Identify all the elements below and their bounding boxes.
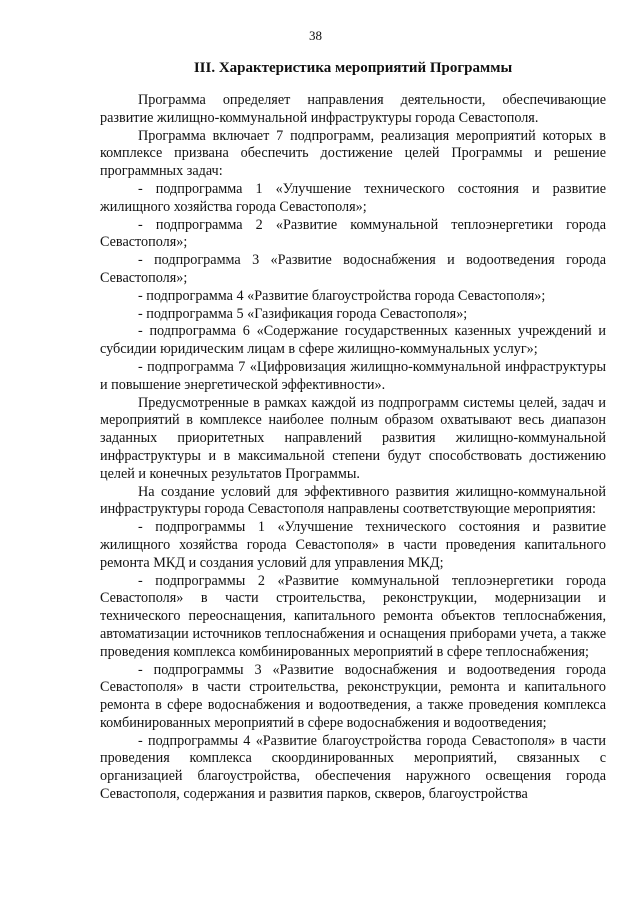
- list-item: - подпрограмма 3 «Развитие водоснабжения и водоотведения города Севастополя»;: [100, 252, 606, 286]
- paragraph: Предусмотренные в рамках каждой из подпрограмм системы целей, задач и мероприятий в комплексе наиболее полным образом охватывают весь диапазон заданных приоритетных направлений развития жилищно-коммунальной инфраструктуры и в максимальной степени будут способствовать достижению целей и конечных результатов Программы.: [100, 394, 606, 482]
- list-item: - подпрограммы 1 «Улучшение технического состояния и развитие жилищного хозяйства города Севастополя» в части проведения капитального ремонта МКД и создания условий для управления МКД;: [100, 519, 606, 571]
- list-item: - подпрограмма 6 «Содержание государственных казенных учреждений и субсидии юридическим лицам в сфере жилищно-коммунальных услуг»;: [100, 323, 606, 358]
- list-item: - подпрограмма 4 «Развитие благоустройства города Севастополя»;: [138, 287, 546, 304]
- paragraph: На создание условий для эффективного развития жилищно-коммунальной инфраструктуры города Севастополя направлены соответствующие мероприятия:: [100, 483, 606, 518]
- document-body: [100, 92, 606, 804]
- list-item: - подпрограммы 4 «Развитие благоустройства города Севастополя» в части проведения комплекса скоординированных мероприятий, связанных с организацией благоустройства, обеспечения наружного освещения города Севастополя, содержания и развития парков, скверов, благоустройства: [100, 732, 606, 803]
- page-number: 38: [309, 28, 322, 43]
- list-item: - подпрограмма 7 «Цифровизация жилищно-коммунальной инфраструктуры и повышение энергетической эффективности».: [100, 358, 606, 393]
- list-item: - подпрограмма 1 «Улучшение технического состояния и развитие жилищного хозяйства города Севастополя»;: [100, 180, 606, 215]
- section-title: III. Характеристика мероприятий Программы: [193, 60, 513, 76]
- list-item: - подпрограмма 5 «Газификация города Севастополя»;: [138, 305, 468, 322]
- list-item: - подпрограмма 2 «Развитие коммунальной теплоэнергетики города Севастополя»;: [100, 216, 606, 251]
- list-item: - подпрограммы 2 «Развитие коммунальной теплоэнергетики города Севастополя» в части строительства, реконструкции, модернизации и технического переоснащения, капитального ремонта объектов теплоснабжения, автоматизации источников теплоснабжения и оснащения приборами учета, а также проведения комплекса комбинированных мероприятий в сфере теплоснабжения;: [100, 572, 606, 660]
- paragraph: Программа определяет направления деятельности, обеспечивающие развитие жилищно-коммунальной инфраструктуры города Севастополя.: [100, 92, 606, 126]
- list-item: - подпрограммы 3 «Развитие водоснабжения и водоотведения города Севастополя» в части строительства, реконструкции, ремонта и капитального ремонта в сфере водоснабжения и водоотведения, а также проведения комплекса комбинированных мероприятий в сфере водоснабжения и водоотведения;: [100, 661, 606, 731]
- paragraph: Программа включает 7 подпрограмм, реализация мероприятий которых в комплексе призвана обеспечить достижение целей Программы и решение программных задач:: [100, 127, 606, 180]
